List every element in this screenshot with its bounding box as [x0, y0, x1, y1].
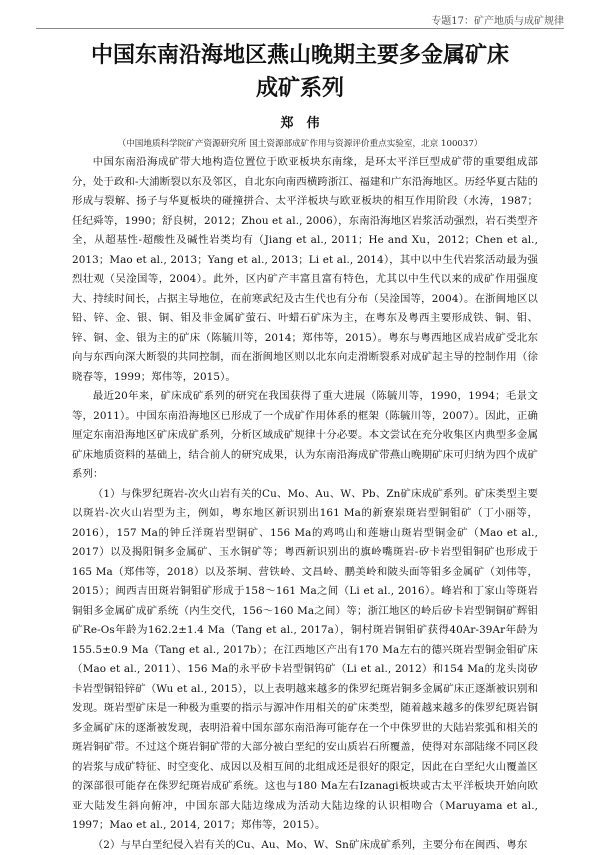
article-body	[72, 153, 538, 855]
running-header: 专题17：矿产地质与成矿规律	[431, 12, 564, 27]
author-affiliation: （中国地质科学院矿产资源研究所 国土资源部成矿作用与资源评价重点实验室，北京 100037）	[0, 137, 600, 149]
article-title-line2: 成矿系列	[0, 71, 600, 102]
paragraph-intro: 中国东南沿海成矿带大地构造位置位于欧亚板块东南缘，是环太平洋巨型成矿带的重要组成部分，处于政和-大浦断裂以东及邻区，自北东向南西横跨浙江、福建和广东沿海地区。历经华夏古陆的形成与裂解、扬子与华夏板块的碰撞拼合、太平洋板块与欧亚板块的相互作用阶段（水涛，1987；任纪舜等，1990；舒良树，2012；Zhou et al., 2006），东南沿海地区岩浆活动强烈，岩石类型齐全，从超基性-超酸性及碱性岩类均有（Jiang et al., 2011；He and Xu，2012；Chen et al., 2013；Mao et al., 2013；Yang et al., 2013；Li et al., 2014），其中以中生代岩浆活动最为强烈壮观（吴淦国等，2004）。此外，区内矿产丰富且富有特色，尤其以中生代以来的成矿作用强度大、持续时间长，占据主导地位，在前寒武纪及古生代也有分布（吴淦国等，2004）。在浙闽地区以铅、锌、金、银、铜、钼及非金属矿萤石、叶蜡石矿床为主，在粤东及粤西主要形成铁、铜、钼、锌、铜、金、银为主的矿床（陈毓川等，2014；郑伟等，2015）。粤东与粤西地区成岩成矿受北东向与东西向深大断裂的共同控制，而在浙闽地区则以北东向走滑断裂系对成矿起主导的控制作用（徐晓春等，1999；郑伟等，2015）。	[72, 153, 538, 387]
header-rule	[36, 28, 564, 29]
paragraph-research-progress: 最近20年来，矿床成矿系列的研究在我国获得了重大进展（陈毓川等，1990，1994；毛景文等，2011）。中国东南沿海地区已形成了一个成矿作用体系的框架（陈毓川等，2007）。因此，正确厘定东南沿海地区矿床成矿系列，分析区域成矿规律十分必要。本文尝试在充分收集区内典型多金属矿床地质资料的基础上，结合前人的研究成果，认为东南沿海成矿带燕山晚期矿床可归纳为四个成矿系列：	[72, 387, 538, 485]
author-name: 郑 伟	[0, 112, 600, 131]
paragraph-series-1: （1）与侏罗纪斑岩-次火山岩有关的Cu、Mo、Au、W、Pb、Zn矿床成矿系列。矿床类型主要以斑岩-次火山岩型为主，例如，粤东地区新识别出161 Ma的新寮岽斑岩型铜钼矿（丁小丽等，2016），157 Ma的钟丘洋斑岩型铜矿、156 Ma的鸡鸣山和莲塘山斑岩型铜金矿（Mao et al., 2017）以及揭阳铜多金属矿、玉水铜矿等；粤西新识别出的旗岭嘴斑岩-矽卡岩型钼铜矿也形成于165 Ma（郑伟等，2018）以及茶垌、营铁岭、文昌岭、鹏美岭和陂头面等钼多金属矿（刘伟等，2015）；闽西吉田斑岩铜钼矿形成于158～161 Ma之间（Li et al., 2016）。峰岩和丁家山等斑岩铜钼多金属矿成矿系统（内生交代，156～160 Ma之间）等；浙江地区的岭后矽卡岩型铜铜矿辉钼矿Re-Os年龄为162.2±1.4 Ma（Tang et al., 2017a），铜村斑岩铜钼矿获得40Ar-39Ar年龄为155.5±0.9 Ma（Tang et al., 2017b）；在江西地区产出有170 Ma左右的德兴斑岩型铜金钼矿床（Mao et al., 2011）、156 Ma的永平矽卡岩型铜钨矿（Li et al., 2012）和154 Ma的龙头岗矽卡岩型铜铅锌矿（Wu et al., 2015），以上表明越来越多的侏罗纪斑岩铜多金属矿床正逐渐被识别和发现。斑岩型矿床是一种极为重要的指示与源冲作用相关的矿床类型，随着越来越多的侏罗纪斑岩铜多金属矿床的逐渐被发现，表明沿着中国东部东南沿海可能存在一个中侏罗世的大陆岩浆弧和相关的斑岩铜矿带。不过这个斑岩铜矿带的大部分被白垩纪的安山质岩石所覆盖，使得对东部陆缘不同区段的岩浆与成矿特征、时空变化、成因以及相互间的北组成还是很好的限定，因此在白垩纪火山覆盖区的深部很可能存在侏罗纪斑岩成矿系统。这也与180 Ma左右Izanagi板块或古太平洋板块开始向欧亚大陆发生斜向俯冲，中国东部大陆边缘成为活动大陆边缘的认识相吻合（Maruyama et al., 1997；Mao et al., 2014, 2017；郑伟等，2015）。	[72, 485, 538, 836]
paragraph-series-2: （2）与早白垩纪侵入岩有关的Cu、Au、Mo、W、Sn矿床成矿系列，主要分布在闽西、粤东	[72, 836, 538, 855]
article-title-line1: 中国东南沿海地区燕山晚期主要多金属矿床	[0, 38, 600, 69]
